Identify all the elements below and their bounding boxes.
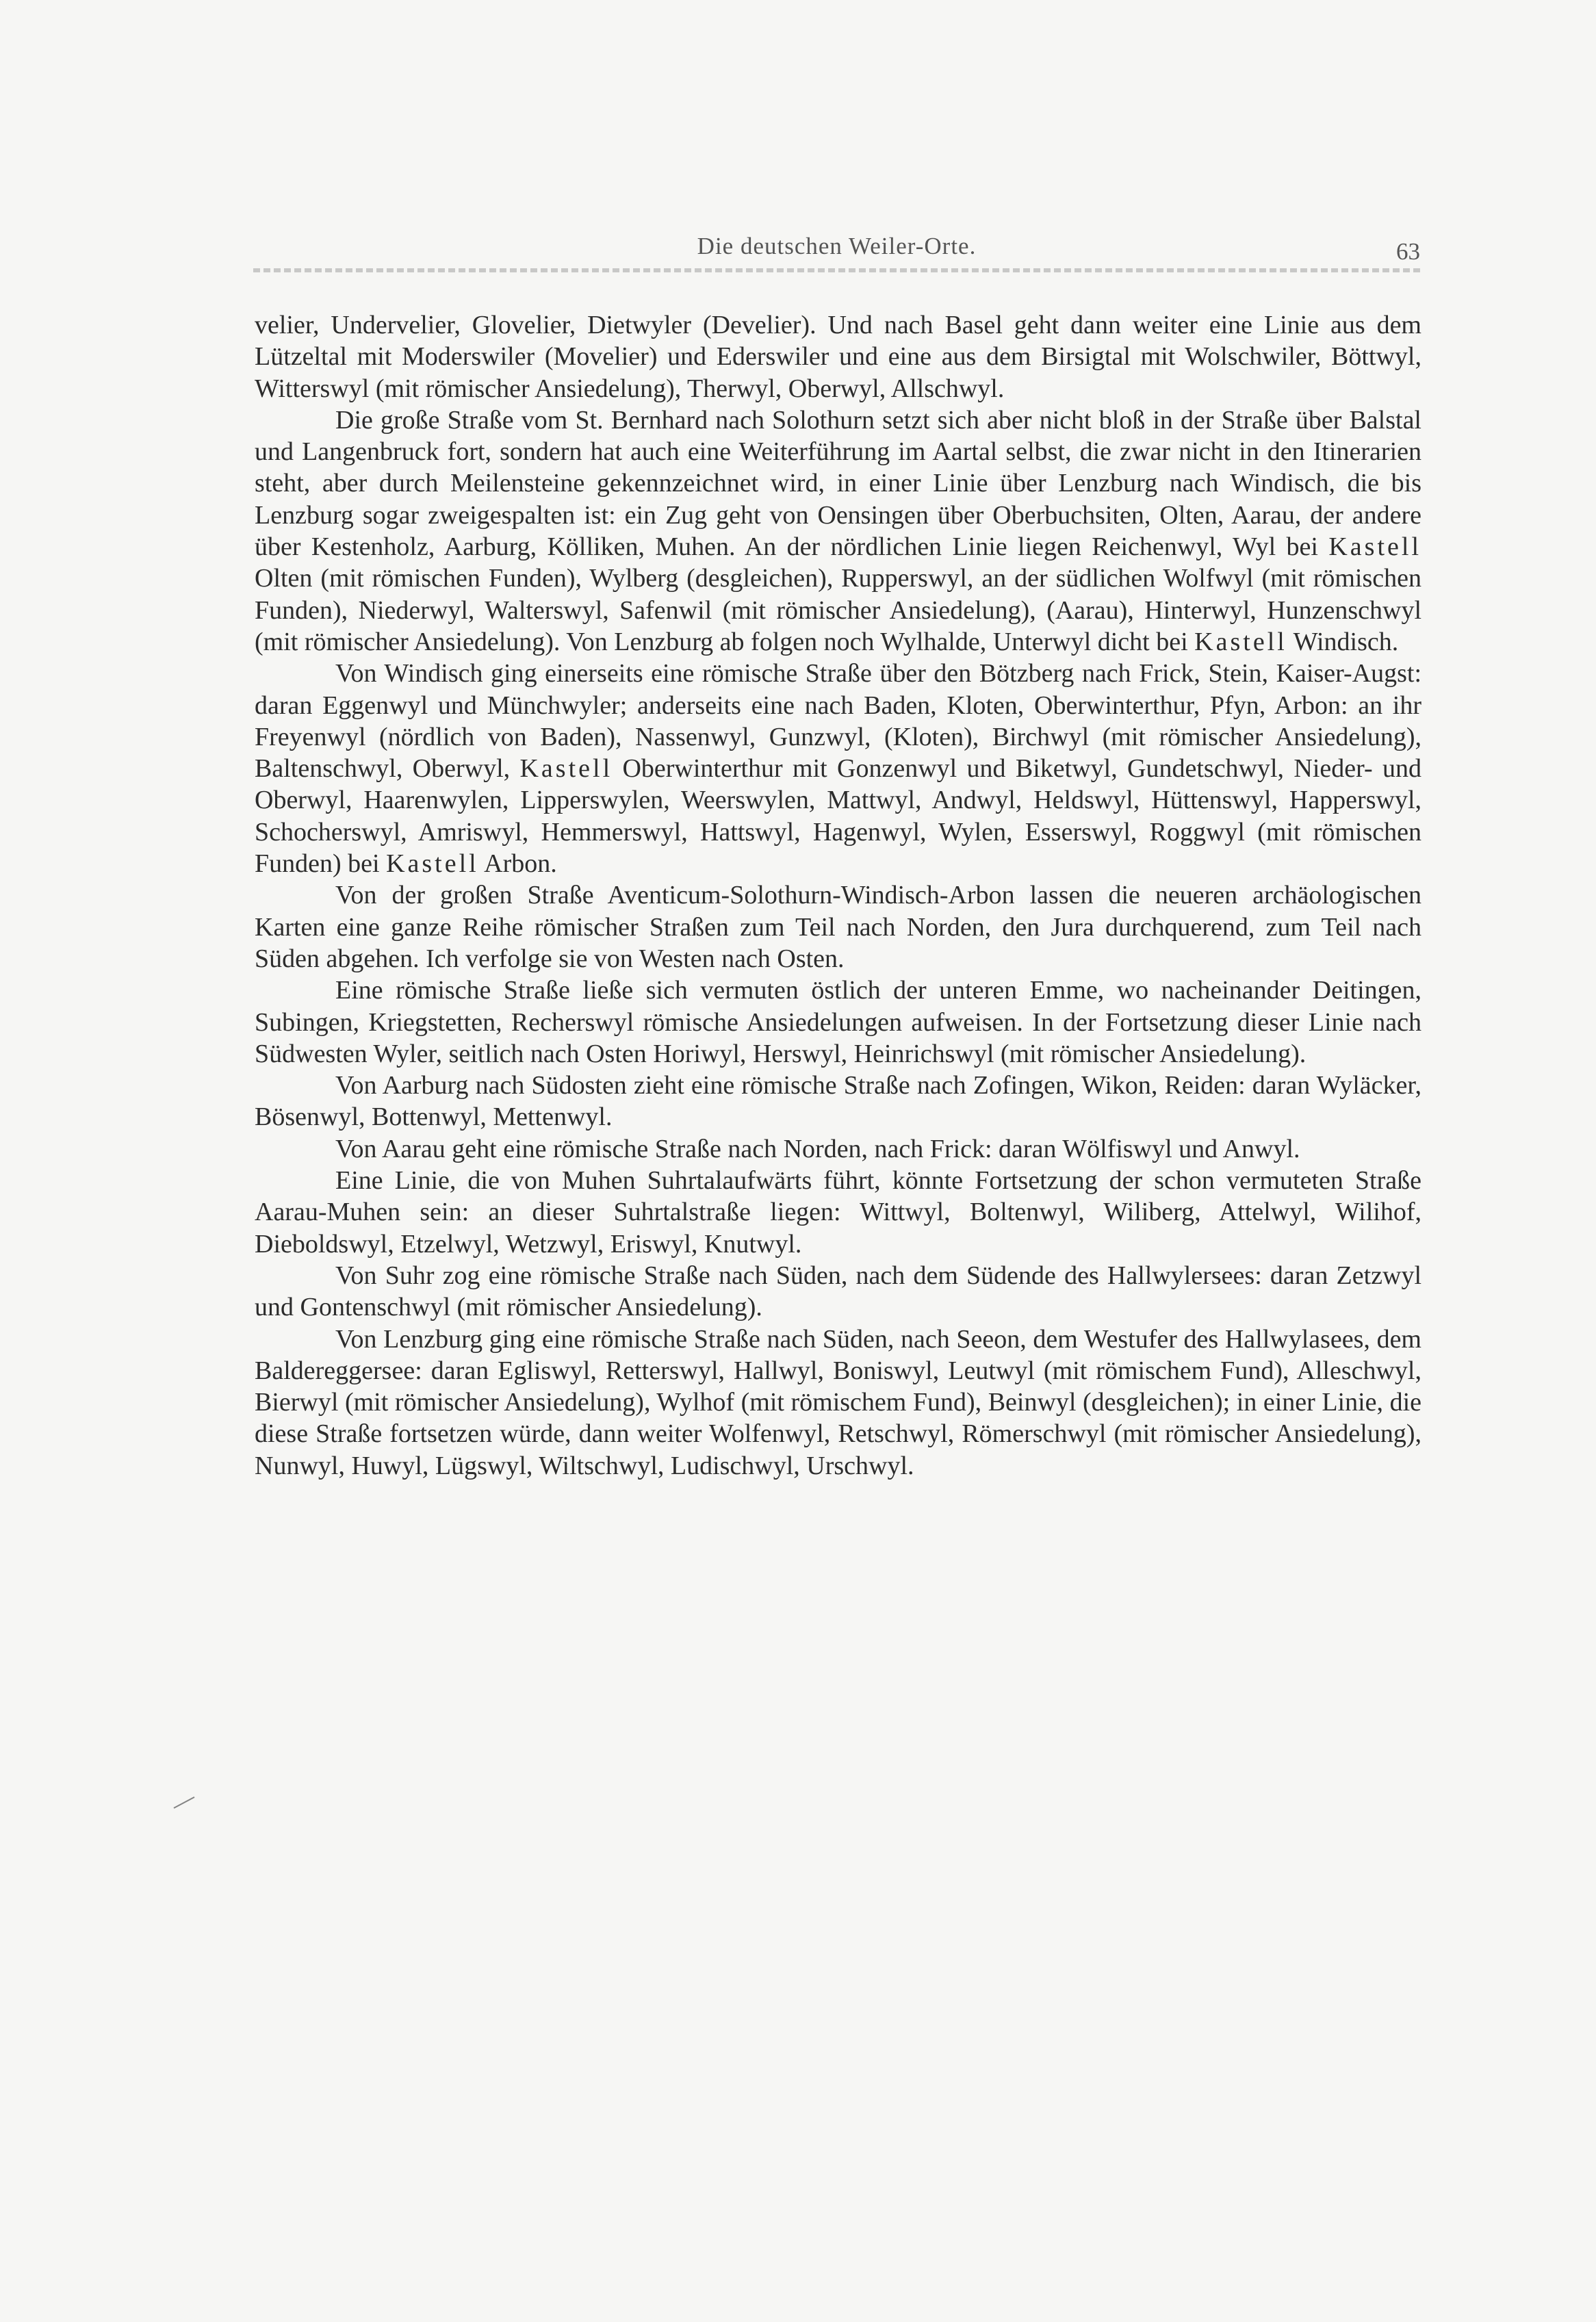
spaced-term: Kastell	[519, 754, 613, 784]
text-run: Von Windisch ging einerseits eine römische Straße über den Bötzberg nach Frick, Stein, Kaiser-Augst: daran Eggenwyl und Münchwyler; anderseits eine nach Baden, Kloten, Oberwinterthur, Pfyn, Arbon: an ihr Freyenwyl (nördlich von Baden), Nassenwyl, Gunzwyl, (Kloten), Birchwyl (mit römischer Ansiedelung), Baltenschwyl, Oberwyl,	[255, 659, 1421, 784]
paragraph	[255, 309, 1421, 404]
body-text	[255, 309, 1421, 1482]
running-head	[253, 233, 1420, 281]
paragraph	[255, 658, 1421, 879]
text-run: Windisch.	[1287, 627, 1399, 656]
running-title: Die deutschen Weiler-Orte.	[697, 233, 977, 259]
spaced-term: Kastell	[386, 849, 479, 879]
paragraph	[255, 404, 1421, 658]
spaced-term: Kastell	[1194, 627, 1287, 656]
paragraph	[255, 879, 1421, 975]
page-number: 63	[1396, 238, 1420, 265]
margin-pencil-mark	[174, 1796, 195, 1809]
text-run: Eine römische Straße ließe sich vermuten östlich der unteren Emme, wo nacheinander Deitingen, Subingen, Kriegstetten, Recherswyl römische Ansiedelungen aufweisen. In der Fortsetzung dieser Linie nach Südwesten Wyler, seitlich nach Osten Horiwyl, Herswyl, Heinrichswyl (mit römischer Ansiedelung).	[255, 976, 1421, 1068]
text-run: Von Aarau geht eine römische Straße nach Norden, nach Frick: daran Wölfiswyl und Anwyl.	[335, 1134, 1300, 1163]
text-run: velier, Undervelier, Glovelier, Dietwyler (Develier). Und nach Basel geht dann weiter eine Linie aus dem Lützeltal mit Moderswiler (Movelier) und Ederswiler und eine aus dem Birsigtal mit Wolschwiler, Böttwyl, Witterswyl (mit römischer Ansiedelung), Therwyl, Oberwyl, Allschwyl.	[255, 311, 1421, 403]
paragraph	[255, 975, 1421, 1070]
paragraph	[255, 1165, 1421, 1260]
text-run: Arbon.	[478, 849, 557, 879]
text-run: Die große Straße vom St. Bernhard nach Solothurn setzt sich aber nicht bloß in der Straße über Balstal und Langenbruck fort, sondern hat auch eine Weiterführung im Aartal selbst, die zwar nicht in den Itinerarien steht, aber durch Meilensteine gekennzeichnet wird, in einer Linie über Lenzburg nach Windisch, die bis Lenzburg sogar zweigespalten ist: ein Zug geht von Oensingen über Oberbuchsiten, Olten, Aarau, der andere über Kestenholz, Aarburg, Kölliken, Muhen. An der nördlichen Linie liegen Reichenwyl, Wyl bei	[255, 405, 1421, 562]
spaced-term: Kastell	[1328, 532, 1421, 562]
text-run: Von Suhr zog eine römische Straße nach Süden, nach dem Südende des Hallwylersees: daran Zetzwyl und Gontenschwyl (mit römischer Ansiedelung).	[255, 1261, 1421, 1322]
text-run: Von Aarburg nach Südosten zieht eine römische Straße nach Zofingen, Wikon, Reiden: daran Wyläcker, Bösenwyl, Bottenwyl, Mettenwyl.	[255, 1071, 1421, 1132]
text-run: Olten (mit römischen Funden), Wylberg (desgleichen), Rupperswyl, an der südlichen Wolfwyl (mit römischen Funden), Niederwyl, Walterswyl, Safenwil (mit römischer Ansiedelung), (Aarau), Hinterwyl, Hunzenschwyl (mit römischer Ansiedelung). Von Lenzburg ab folgen noch Wylhalde, Unterwyl dicht bei	[255, 564, 1421, 656]
text-run: Oberwinterthur mit Gonzenwyl und Biketwyl, Gundetschwyl, Nieder- und Oberwyl, Haarenwylen, Lipperswylen, Weerswylen, Mattwyl, Andwyl, Heldswyl, Hüttenswyl, Happerswyl, Schocherswyl, Amriswyl, Hemmerswyl, Hattswyl, Hagenwyl, Wylen, Esserswyl, Roggwyl (mit römischen Funden) bei	[255, 754, 1422, 879]
text-run: Eine Linie, die von Muhen Suhrtalaufwärts führt, könnte Fortsetzung der schon vermuteten Straße Aarau-Muhen sein: an dieser Suhrtalstraße liegen: Wittwyl, Boltenwyl, Wiliberg, Attelwyl, Wilihof, Dieboldswyl, Etzelwyl, Wetzwyl, Eriswyl, Knutwyl.	[255, 1166, 1421, 1259]
text-run: Von der großen Straße Aventicum-Solothurn-Windisch-Arbon lassen die neueren archäologischen Karten eine ganze Reihe römischer Straßen zum Teil nach Norden, den Jura durchquerend, zum Teil nach Süden abgehen. Ich verfolge sie von Westen nach Osten.	[255, 881, 1421, 973]
paragraph	[255, 1070, 1421, 1133]
paragraph	[255, 1260, 1421, 1324]
paragraph	[255, 1133, 1421, 1165]
text-run: Von Lenzburg ging eine römische Straße nach Süden, nach Seeon, dem Westufer des Hallwylasees, dem Baldereggersee: daran Egliswyl, Retterswyl, Hallwyl, Boniswyl, Leutwyl (mit römischem Fund), Alleschwyl, Bierwyl (mit römischer Ansiedelung), Wylhof (mit römischem Fund), Beinwyl (desgleichen); in einer Linie, die diese Straße fortsetzen würde, dann weiter Wolfenwyl, Retschwyl, Römerschwyl (mit römischer Ansiedelung), Nunwyl, Huwyl, Lügswyl, Wiltschwyl, Ludischwyl, Urschwyl.	[255, 1324, 1421, 1480]
paragraph	[255, 1324, 1421, 1482]
header-rule	[253, 268, 1420, 272]
